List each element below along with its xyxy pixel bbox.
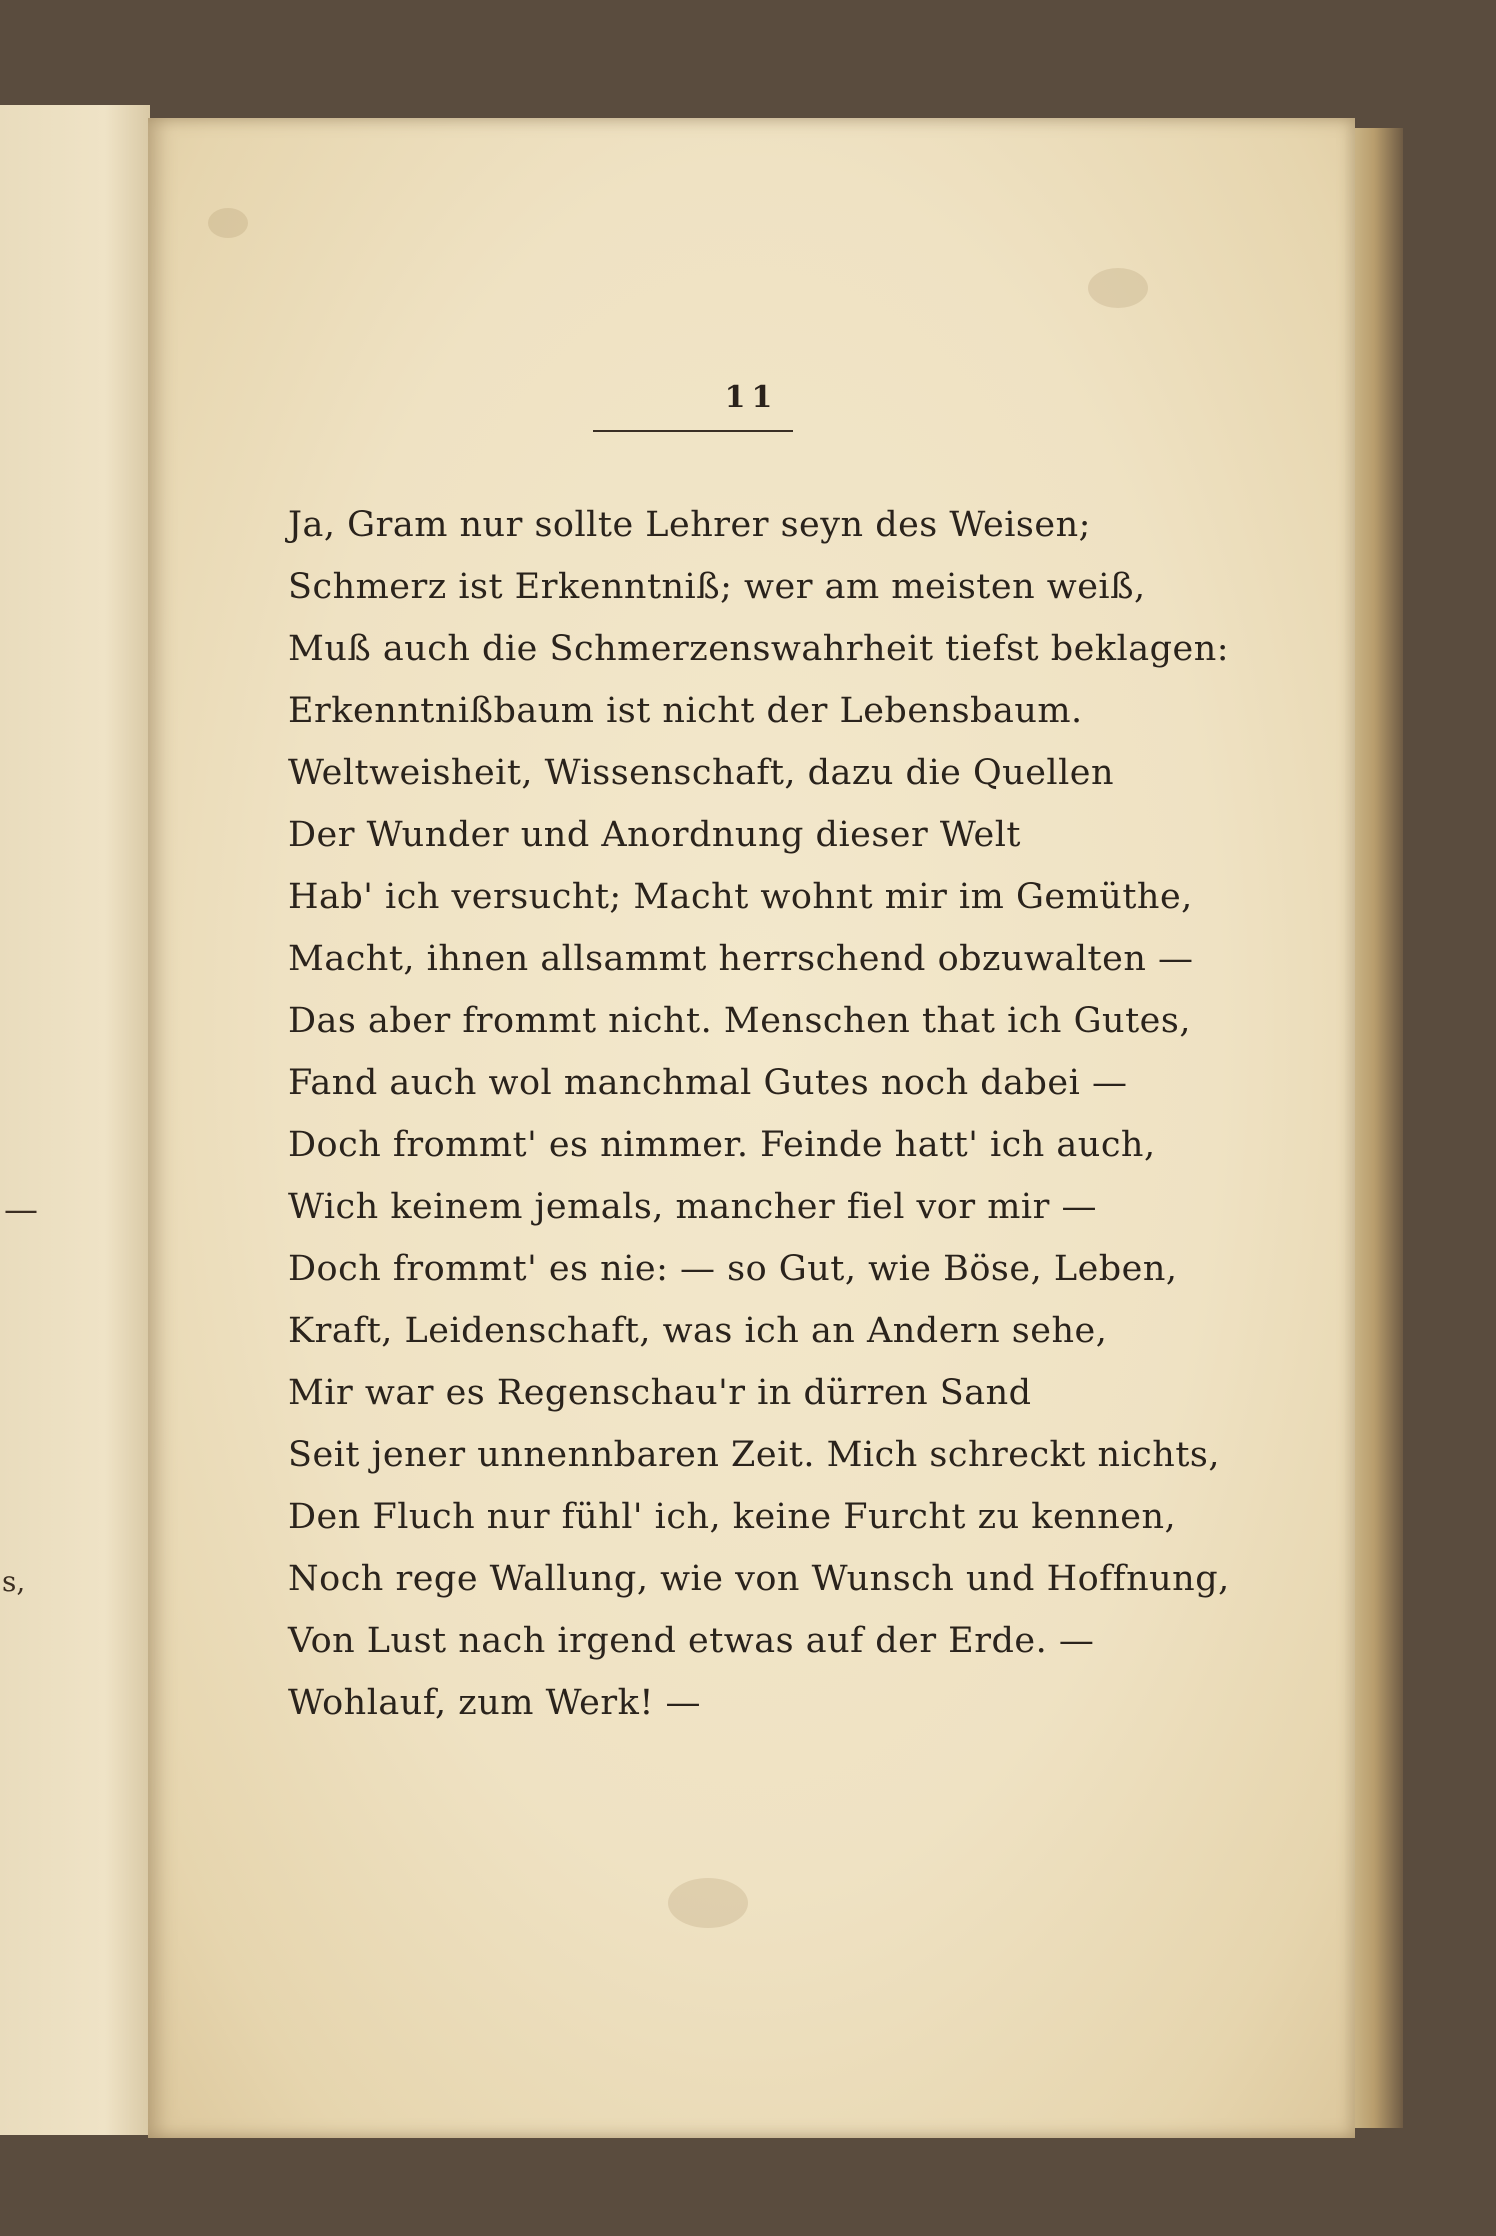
poem-line: Seit jener unnennbaren Zeit. Mich schreckt nichts, <box>288 1435 1220 1475</box>
poem-line: Der Wunder und Anordnung dieser Welt <box>288 815 1021 855</box>
poem-line: Hab' ich versucht; Macht wohnt mir im Gemüthe, <box>288 877 1193 917</box>
poem-line: Von Lust nach irgend etwas auf der Erde. — <box>288 1621 1095 1661</box>
foxing-spot <box>668 1878 748 1928</box>
poem-line: Fand auch wol manchmal Gutes noch dabei — <box>288 1063 1128 1103</box>
poem-line: Weltweisheit, Wissenschaft, dazu die Quellen <box>288 753 1115 793</box>
poem-text <box>288 494 1348 1734</box>
page-fore-edge <box>1355 128 1403 2128</box>
left-page-fragment: s, <box>2 1565 26 1598</box>
poem-line: Doch frommt' es nie: — so Gut, wie Böse, Leben, <box>288 1249 1178 1289</box>
poem-line: Mir war es Regenschau'r in dürren Sand <box>288 1373 1032 1413</box>
poem-line: Noch rege Wallung, wie von Wunsch und Hoffnung, <box>288 1559 1230 1599</box>
poem-line: Wich keinem jemals, mancher fiel vor mir — <box>288 1187 1097 1227</box>
poem-line: Kraft, Leidenschaft, was ich an Andern sehe, <box>288 1311 1108 1351</box>
poem-line: Erkenntnißbaum ist nicht der Lebensbaum. <box>288 691 1083 731</box>
poem-line: Den Fluch nur fühl' ich, keine Furcht zu kennen, <box>288 1497 1177 1537</box>
poem-line: Muß auch die Schmerzenswahrheit tiefst beklagen: <box>288 629 1230 669</box>
page-number: 11 <box>724 380 779 415</box>
poem-line: Wohlauf, zum Werk! — <box>288 1683 702 1723</box>
left-page-edge <box>0 105 150 2135</box>
header-rule <box>593 430 793 432</box>
left-page-dash: — <box>4 1190 38 1230</box>
poem-line: Ja, Gram nur sollte Lehrer seyn des Weisen; <box>288 505 1091 545</box>
poem-line: Das aber frommt nicht. Menschen that ich Gutes, <box>288 1001 1191 1041</box>
book-page <box>148 118 1355 2138</box>
poem-line: Macht, ihnen allsammt herrschend obzuwalten — <box>288 939 1194 979</box>
poem-line: Doch frommt' es nimmer. Feinde hatt' ich auch, <box>288 1125 1156 1165</box>
foxing-spot <box>208 208 248 238</box>
foxing-spot <box>1088 268 1148 308</box>
poem-line: Schmerz ist Erkenntniß; wer am meisten weiß, <box>288 567 1146 607</box>
